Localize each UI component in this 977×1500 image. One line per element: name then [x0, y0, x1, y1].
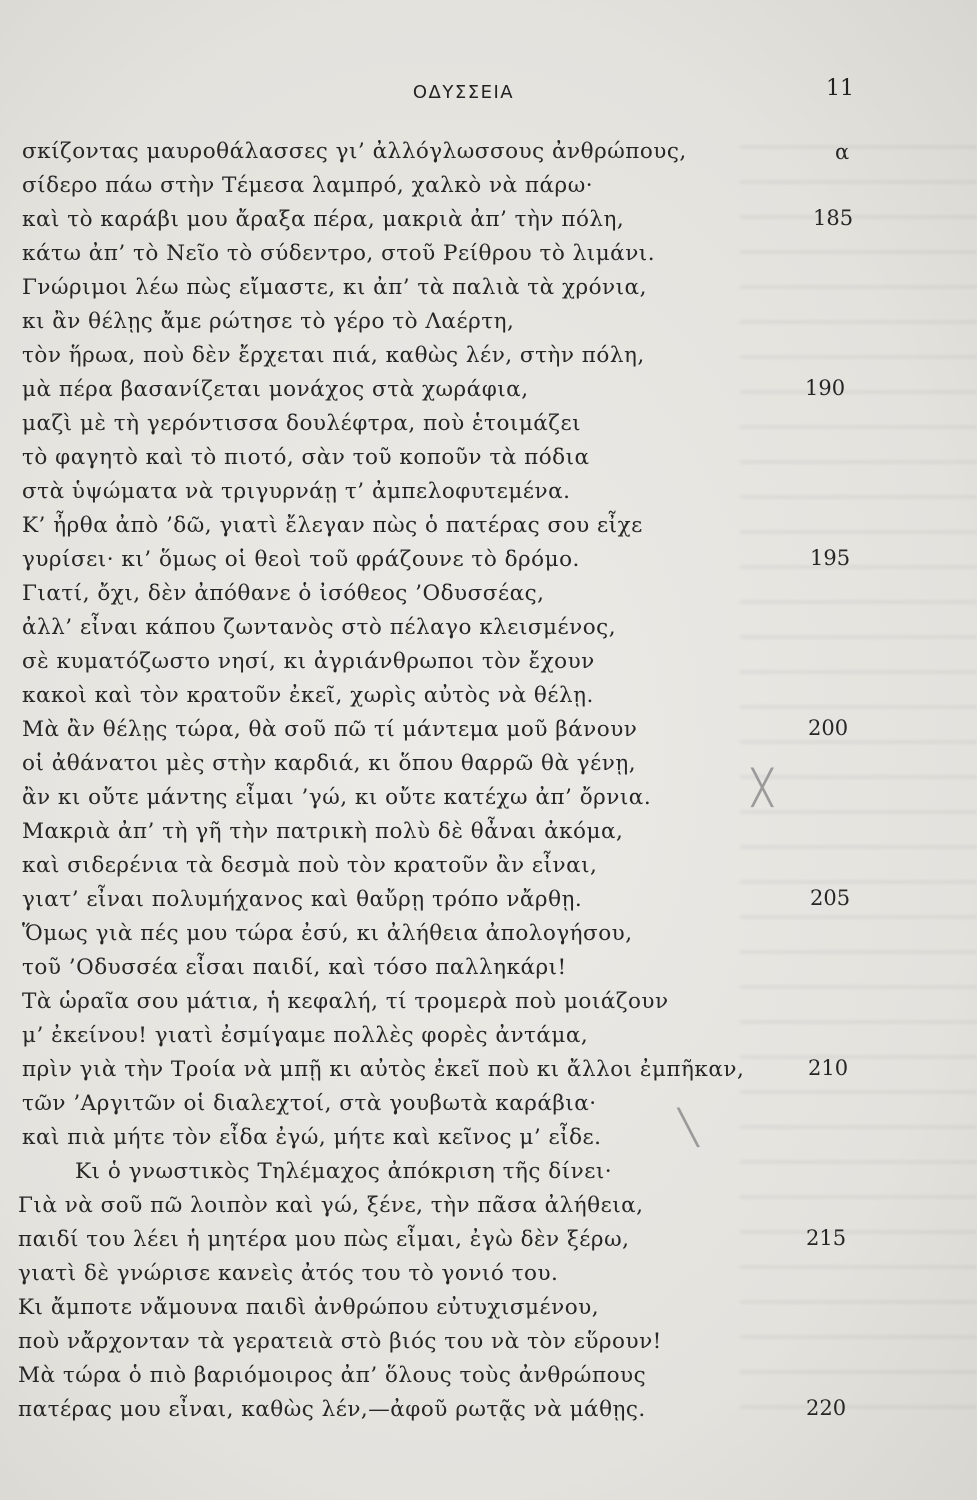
- verse-line: Κι ἄμποτε νἄμουνα παιδὶ ἀνθρώπου εὐτυχισμένου,: [18, 1295, 600, 1320]
- verse-line: Τὰ ὡραῖα σου μάτια, ἡ κεφαλή, τί τρομερὰ ποὺ μοιάζουν: [22, 989, 669, 1014]
- verse-line: Μὰ ἂν θέλῃς τώρα, θὰ σοῦ πῶ τί μάντεμα μοῦ βάνουν: [22, 717, 638, 742]
- verse-line: σὲ κυματόζωστο νησί, κι ἀγριάνθρωποι τὸν ἔχουν: [22, 649, 595, 674]
- pencil-mark-icon: ╲: [678, 1108, 699, 1148]
- verse-line: γιατὶ δὲ γνώρισε κανεὶς ἀτός του τὸ γονιό του.: [18, 1261, 559, 1286]
- verse-line: κακοὶ καὶ τὸν κρατοῦν ἐκεῖ, χωρὶς αὐτὸς νὰ θέλῃ.: [22, 683, 594, 708]
- line-number: 190: [805, 376, 846, 400]
- verse-line: κι ἂν θέλῃς ἄμε ρώτησε τὸ γέρο τὸ Λαέρτη,: [22, 309, 515, 334]
- verse-line: ποὺ νἄρχονταν τὰ γερατειὰ στὸ βιός του νὰ τὸν εὕρουν!: [18, 1329, 662, 1354]
- line-number: 185: [813, 206, 854, 230]
- show-through-text: [740, 120, 977, 1420]
- line-number: 210: [808, 1056, 849, 1080]
- verse-line: τοῦ ’Οδυσσέα εἶσαι παιδί, καὶ τόσο παλληκάρι!: [22, 955, 567, 980]
- verse-line: στὰ ὑψώματα νὰ τριγυρνάῃ τ’ ἀμπελοφυτεμένα.: [22, 479, 571, 504]
- line-number: 215: [806, 1226, 847, 1250]
- verse-line: καὶ πιὰ μήτε τὸν εἶδα ἐγώ, μήτε καὶ κεῖνος μ’ εἶδε.: [22, 1125, 602, 1150]
- verse-line: γυρίσει· κι’ ὅμως οἱ θεοὶ τοῦ φράζουνε τὸ δρόμο.: [22, 547, 580, 572]
- verse-line: μαζὶ μὲ τὴ γερόντισσα δουλέφτρα, ποὺ ἑτοιμάζει: [22, 411, 582, 436]
- running-title: ΟΔΥΣΣΕΙΑ: [412, 82, 515, 103]
- verse-line: οἱ ἀθάνατοι μὲς στὴν καρδιά, κι ὅπου θαρρῶ θὰ γένῃ,: [22, 751, 637, 776]
- verse-line: Μακριὰ ἀπ’ τὴ γῆ τὴν πατρικὴ πολὺ δὲ θἆναι ἀκόμα,: [22, 819, 624, 844]
- verse-line: Κ’ ἦρθα ἀπὸ ’δῶ, γιατὶ ἔλεγαν πὼς ὁ πατέρας σου εἶχε: [22, 513, 643, 538]
- verse-line: τὸν ἥρωα, ποὺ δὲν ἔρχεται πιά, καθὼς λέν, στὴν πόλη,: [22, 343, 645, 368]
- page-number: 11: [826, 76, 854, 101]
- verse-line: Γνώριμοι λέω πὼς εἴμαστε, κι ἀπ’ τὰ παλιὰ τὰ χρόνια,: [22, 275, 647, 300]
- verse-line: μὰ πέρα βασανίζεται μονάχος στὰ χωράφια,: [22, 377, 529, 402]
- verse-line: πατέρας μου εἶναι, καθὼς λέν,—ἀφοῦ ρωτᾷς νὰ μάθῃς.: [18, 1397, 646, 1422]
- line-number: 195: [810, 546, 851, 570]
- verse-line: παιδί του λέει ἡ μητέρα μου πὼς εἶμαι, ἐγὼ δὲν ξέρω,: [18, 1227, 630, 1252]
- verse-line: κάτω ἀπ’ τὸ Νεῖο τὸ σύδεντρο, στοῦ Ρείθρου τὸ λιμάνι.: [22, 241, 656, 266]
- pencil-mark-icon: ╳: [752, 768, 773, 808]
- verse-line: ἀλλ’ εἶναι κάπου ζωντανὸς στὸ πέλαγο κλεισμένος,: [22, 615, 617, 640]
- verse-line: τῶν ’Αργιτῶν οἱ διαλεχτοί, στὰ γουβωτὰ καράβια·: [22, 1091, 597, 1116]
- verse-line: σκίζοντας μαυροθάλασσες γι’ ἀλλόγλωσσους ἀνθρώπους,: [22, 139, 687, 164]
- line-number: 205: [810, 886, 851, 910]
- verse-line: τὸ φαγητὸ καὶ τὸ πιοτό, σὰν τοῦ κοποῦν τὰ πόδια: [22, 445, 590, 470]
- line-number: 220: [806, 1396, 847, 1420]
- book-marker: α: [835, 140, 850, 164]
- verse-line: Γιατί, ὄχι, δὲν ἀπόθανε ὁ ἰσόθεος ’Οδυσσέας,: [22, 581, 545, 606]
- verse-line: ἂν κι οὔτε μάντης εἶμαι ’γώ, κι οὔτε κατέχω ἀπ’ ὄρνια.: [22, 785, 652, 810]
- verse-line: σίδερο πάω στὴν Τέμεσα λαμπρό, χαλκὸ νὰ πάρω·: [22, 173, 594, 198]
- verse-line: μ’ ἐκείνου! γιατὶ ἐσμίγαμε πολλὲς φορὲς ἀντάμα,: [22, 1023, 589, 1048]
- verse-line: Κι ὁ γνωστικὸς Τηλέμαχος ἀπόκριση τῆς δίνει·: [75, 1159, 613, 1184]
- verse-line: Μὰ τώρα ὁ πιὸ βαριόμοιρος ἀπ’ ὅλους τοὺς ἀνθρώπους: [18, 1363, 647, 1388]
- verse-line: γιατ’ εἶναι πολυμήχανος καὶ θαὔρῃ τρόπο νἄρθῃ.: [22, 887, 583, 912]
- verse-line: Ὅμως γιὰ πές μου τώρα ἐσύ, κι ἀλήθεια ἀπολογήσου,: [22, 921, 633, 946]
- verse-line: καὶ σιδερένια τὰ δεσμὰ ποὺ τὸν κρατοῦν ἂν εἶναι,: [22, 853, 598, 878]
- line-number: 200: [808, 716, 849, 740]
- verse-line: πρὶν γιὰ τὴν Τροία νὰ μπῇ κι αὐτὸς ἐκεῖ ποὺ κι ἄλλοι ἐμπῆκαν,: [22, 1057, 745, 1082]
- verse-line: καὶ τὸ καράβι μου ἄραξα πέρα, μακριὰ ἀπ’ τὴν πόλη,: [22, 207, 625, 232]
- verse-line: Γιὰ νὰ σοῦ πῶ λοιπὸν καὶ γώ, ξένε, τὴν πᾶσα ἀλήθεια,: [18, 1193, 644, 1218]
